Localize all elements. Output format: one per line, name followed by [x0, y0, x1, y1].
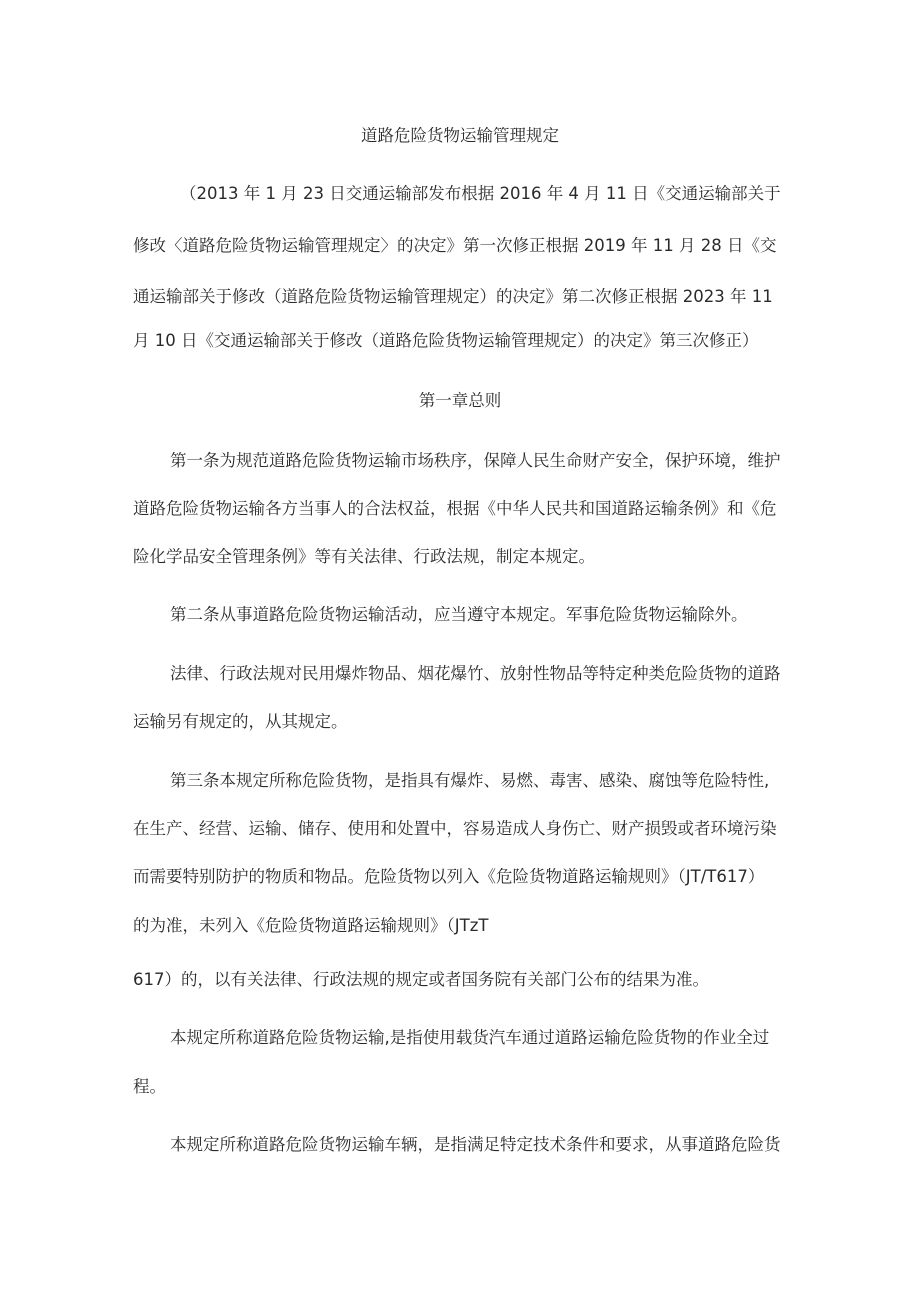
article-3b-line: 程。 [133, 1077, 166, 1096]
article-1-line: 道路危险货物运输各方当事人的合法权益，根据《中华人民共和国道路运输条例》和《危 [133, 499, 777, 518]
article-2b-line: 法律、行政法规对民用爆炸物品、烟花爆竹、放射性物品等特定种类危险货物的道路 [170, 664, 781, 683]
article-1-line: 险化学品安全管理条例》等有关法律、行政法规，制定本规定。 [133, 547, 595, 566]
preamble-line: 修改〈道路危险货物运输管理规定〉的决定》第一次修正根据 2019 年 11 月 28 日《交 [133, 236, 777, 255]
article-3-line: 617）的，以有关法律、行政法规的规定或者国务院有关部门公布的结果为准。 [133, 970, 709, 989]
article-2-line: 第二条从事道路危险货物运输活动，应当遵守本规定。军事危险货物运输除外。 [170, 605, 748, 624]
article-3b-line: 本规定所称道路危险货物运输,是指使用载货汽车通过道路运输危险货物的作业全过 [170, 1028, 770, 1047]
preamble-line: 通运输部关于修改（道路危险货物运输管理规定）的决定》第二次修正根据 2023 年 11 [133, 287, 773, 306]
article-2b-line: 运输另有规定的，从其规定。 [133, 712, 348, 731]
article-3-line: 第三条本规定所称危险货物，是指具有爆炸、易燃、毒害、感染、腐蚀等危险特性, [170, 771, 770, 790]
article-3-line: 的为准，未列入《危险货物道路运输规则》（JTzT [133, 916, 489, 935]
preamble-line: （2013 年 1 月 23 日交通运输部发布根据 2016 年 4 月 11 日《交通运输部关于 [180, 184, 781, 203]
article-3-line: 而需要特别防护的物质和物品。危险货物以列入《危险货物道路运输规则》（JT/T617） [133, 867, 765, 886]
article-1-line: 第一条为规范道路危险货物运输市场秩序，保障人民生命财产安全，保护环境，维护 [170, 451, 781, 470]
preamble-line: 月 10 日《交通运输部关于修改（道路危险货物运输管理规定）的决定》第三次修正） [133, 331, 759, 350]
chapter-title: 第一章总则 [418, 391, 502, 410]
article-3-line: 在生产、经营、运输、储存、使用和处置中，容易造成人身伤亡、财产损毁或者环境污染 [133, 819, 777, 838]
article-3c-line: 本规定所称道路危险货物运输车辆，是指满足特定技术条件和要求，从事道路危险货 [170, 1135, 781, 1154]
document-title: 道路危险货物运输管理规定 [361, 126, 559, 145]
